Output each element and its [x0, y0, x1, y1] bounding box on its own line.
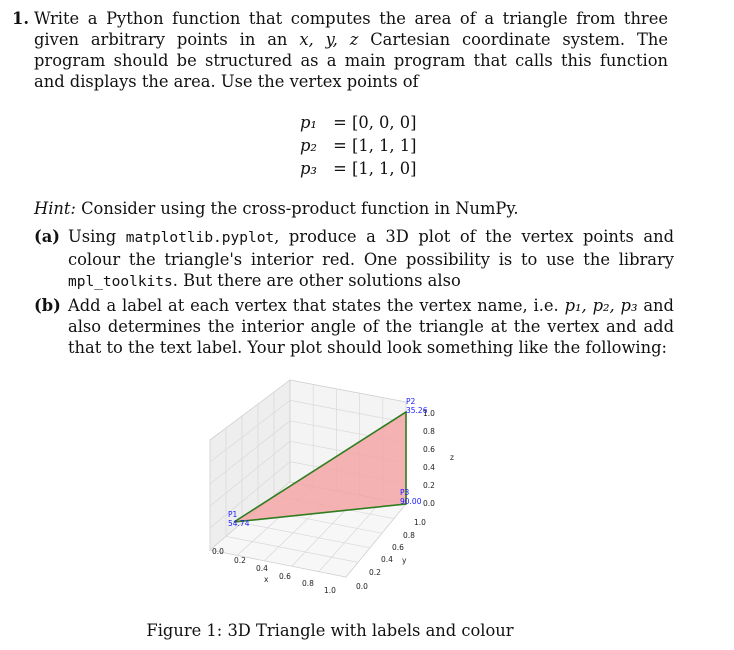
x-tick: 0.6: [279, 572, 291, 581]
hint: [34, 198, 674, 219]
triangle-plot: [196, 372, 476, 602]
part-b-text: Add a label at each vertex that states the vertex name, i.e. p₁, p₂, p₃ and also determines the interior angle of the triangle at the vertex and add that to the text label. Your plot should look something like the following:: [68, 296, 674, 357]
vertex-label-p3-angle: 90.00: [400, 497, 422, 506]
z-axis-ticks: [423, 409, 454, 508]
z-tick: 0.4: [423, 463, 435, 472]
vertex-label-p3-name: P3: [400, 488, 410, 497]
vertex-label-p1-name: P1: [228, 510, 238, 519]
z-axis-label: z: [450, 453, 454, 462]
x-tick: 0.4: [256, 564, 268, 573]
y-tick: 0.2: [369, 568, 381, 577]
y-tick: 0.6: [392, 543, 404, 552]
part-a: [34, 226, 674, 293]
y-tick: 0.4: [381, 555, 393, 564]
x-axis-label: x: [264, 575, 269, 584]
vertex-label-p2-name: P2: [406, 397, 416, 406]
figure-3d-triangle: [196, 372, 476, 602]
y-tick: 0.0: [356, 582, 368, 591]
z-tick: 1.0: [423, 409, 435, 418]
z-tick: 0.2: [423, 481, 435, 490]
vertex-label-p2-angle: 35.26: [406, 406, 428, 415]
problem-number: 1.: [12, 9, 29, 28]
z-tick: 0.8: [423, 427, 435, 436]
y-tick: 1.0: [414, 518, 426, 527]
hint-label: Hint:: [34, 199, 76, 218]
y-tick: 0.8: [403, 531, 415, 540]
z-tick: 0.6: [423, 445, 435, 454]
x-tick: 0.0: [212, 547, 224, 556]
z-tick: 0.0: [423, 499, 435, 508]
y-axis-label: y: [402, 556, 407, 565]
equation-p2: p₂ = [1, 1, 1]: [300, 136, 417, 155]
vertex-label-p1-angle: 54.74: [228, 519, 250, 528]
part-a-text: Using matplotlib.pyplot, produce a 3D plot of the vertex points and colour the triangle's interior red. One possibility is to use the library mpl_toolkits. But there are other solutions also: [68, 227, 674, 290]
part-b-label: (b): [34, 296, 61, 315]
equation-p3: p₃ = [1, 1, 0]: [300, 159, 417, 178]
x-tick: 1.0: [324, 586, 336, 595]
part-a-label: (a): [34, 227, 60, 246]
hint-text: Consider using the cross-product function in NumPy.: [75, 199, 519, 218]
problem-text: Write a Python function that computes the area of a triangle from three given arbitrary points in an x, y, z Cartesian coordinate system. The program should be structured as a main program that calls this function and displays the area. Use the vertex points of: [34, 9, 668, 91]
x-tick: 0.2: [234, 556, 246, 565]
figure-caption: Figure 1: 3D Triangle with labels and colour: [146, 621, 514, 640]
vertex-equations: [300, 111, 520, 180]
problem-statement: [12, 8, 668, 92]
x-tick: 0.8: [302, 579, 314, 588]
equation-p1: p₁ = [0, 0, 0]: [300, 113, 417, 132]
part-b: [34, 295, 674, 358]
